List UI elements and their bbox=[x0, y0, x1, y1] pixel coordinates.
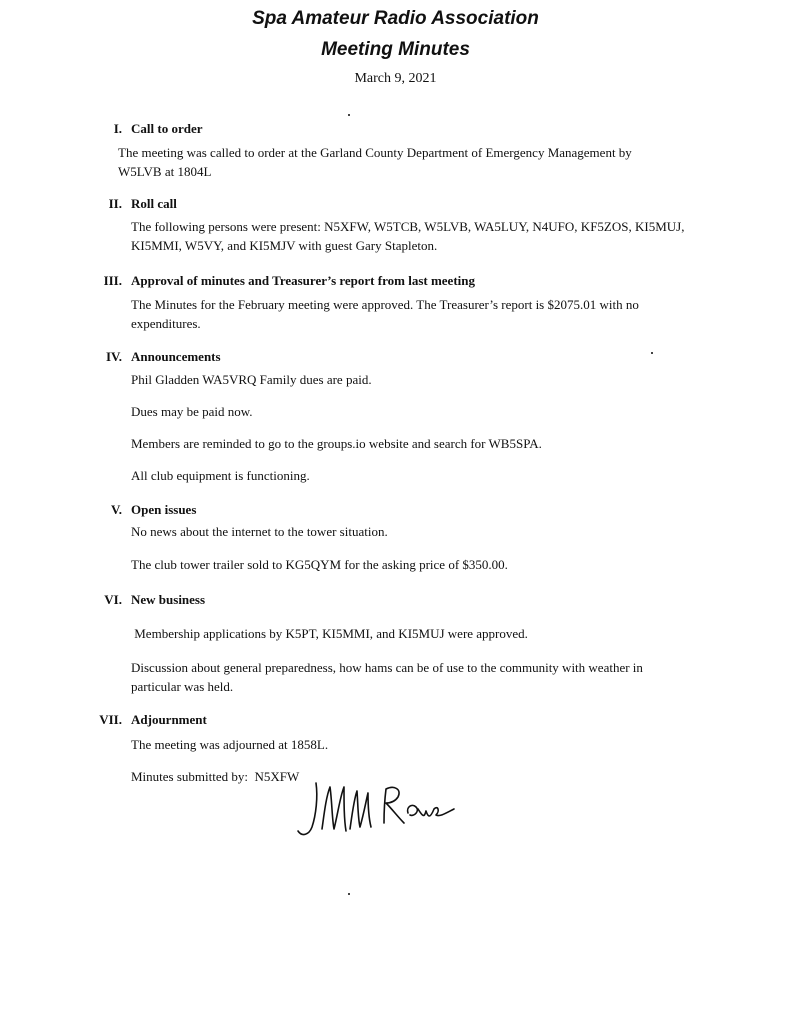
section-heading: New business bbox=[131, 592, 206, 607]
scan-speck bbox=[348, 893, 350, 895]
document-title: Meeting Minutes bbox=[321, 39, 470, 60]
section-heading: Adjournment bbox=[131, 712, 207, 727]
section-number: VI. bbox=[104, 592, 122, 607]
section-number: II. bbox=[108, 196, 122, 211]
handwritten-signature bbox=[294, 775, 464, 845]
section-paragraph: The club tower trailer sold to KG5QYM for the asking price of $350.00. bbox=[131, 557, 508, 572]
section-paragraph: All club equipment is functioning. bbox=[131, 468, 310, 483]
section-paragraph: The meeting was called to order at the Garland County Department of Emergency Management by W5LVB at 1804L bbox=[118, 145, 632, 179]
section-number: I. bbox=[113, 121, 122, 136]
section-paragraph: No news about the internet to the tower situation. bbox=[131, 524, 388, 539]
section-paragraph: The following persons were present: N5XFW, W5TCB, W5LVB, WA5LUY, N4UFO, KF5ZOS, KI5MUJ, KI5MMI, W5VY, and KI5MJV with guest Gary Stapleton. bbox=[131, 219, 685, 253]
section-heading: Open issues bbox=[131, 502, 197, 517]
section-number: III. bbox=[103, 273, 122, 288]
submitted-by-line: Minutes submitted by: N5XFW bbox=[131, 769, 300, 784]
scan-speck bbox=[651, 352, 653, 354]
section-number: VII. bbox=[99, 712, 122, 727]
section-paragraph: Discussion about general preparedness, how hams can be of use to the community with weather in particular was held. bbox=[131, 660, 643, 694]
section-paragraph: The Minutes for the February meeting were approved. The Treasurer’s report is $2075.01 with no expenditures. bbox=[131, 297, 639, 331]
section-paragraph: Members are reminded to go to the groups.io website and search for WB5SPA. bbox=[131, 436, 542, 451]
section-number: V. bbox=[111, 502, 122, 517]
section-paragraph: Dues may be paid now. bbox=[131, 404, 253, 419]
section-number: IV. bbox=[105, 349, 122, 364]
section-paragraph: Phil Gladden WA5VRQ Family dues are paid. bbox=[131, 372, 372, 387]
meeting-date: March 9, 2021 bbox=[354, 71, 437, 86]
section-heading: Announcements bbox=[131, 349, 221, 364]
section-heading: Roll call bbox=[131, 196, 177, 211]
scan-speck bbox=[348, 114, 350, 116]
organization-title: Spa Amateur Radio Association bbox=[252, 8, 539, 29]
section-paragraph: Membership applications by K5PT, KI5MMI, and KI5MUJ were approved. bbox=[131, 626, 528, 641]
section-paragraph: The meeting was adjourned at 1858L. bbox=[131, 737, 329, 752]
section-heading: Approval of minutes and Treasurer’s report from last meeting bbox=[131, 273, 475, 288]
section-heading: Call to order bbox=[131, 121, 203, 136]
